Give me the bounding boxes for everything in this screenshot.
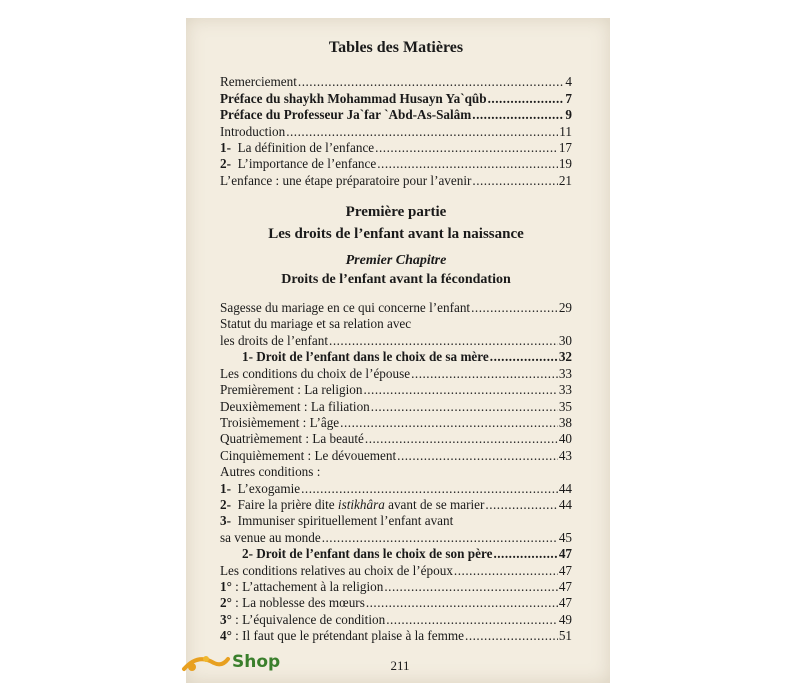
chapter-title: Droits de l’enfant avant la fécondation (281, 271, 511, 287)
toc-entry: Préface du Professeur Ja`far `Abd-As-Salâm ..... 9 (220, 107, 572, 123)
toc-entry: Cinquièmement : Le dévouement ..... 43 (220, 448, 572, 464)
toc-section-entry: 1- Droit de l’enfant dans le choix de sa mère ..... 32 (220, 349, 572, 365)
toc-entry: Sagesse du mariage en ce qui concerne l’enfant ..... 29 (220, 300, 572, 316)
table-of-contents (220, 40, 572, 645)
toc-entry: Les conditions du choix de l’épouse ..... 33 (220, 366, 572, 382)
toc-entry: 2- L’importance de l’enfance ..... 19 (220, 156, 572, 172)
part-subtitle: Les droits de l’enfant avant la naissance (268, 226, 524, 243)
toc-entry: L’enfance : une étape préparatoire pour l’avenir ..... 21 (220, 173, 572, 189)
toc-entry: sa venue au monde ..... 45 (220, 530, 572, 546)
toc-entry: 1- La définition de l’enfance ..... 17 (220, 140, 572, 156)
toc-entry: Remerciement ..... 4 (220, 74, 572, 90)
chapter-label: Premier Chapitre (345, 253, 447, 269)
toc-entry: Préface du shaykh Mohammad Husayn Ya`qûb ..... 7 (220, 91, 572, 107)
toc-section-entry: 2- Droit de l’enfant dans le choix de son père ..... 47 (220, 546, 572, 562)
shop-logo-text: Shop (232, 652, 281, 672)
page-number: 211 (390, 658, 410, 673)
toc-entry-line: Statut du mariage et sa relation avec (220, 316, 412, 332)
toc-entry-line: 3- Immuniser spirituellement l’enfant avant (220, 513, 454, 529)
toc-entry: 1° : L’attachement à la religion ..... 47 (220, 579, 572, 595)
toc-entry: 2° : La noblesse des mœurs ..... 47 (220, 595, 572, 611)
toc-entry: 4° : Il faut que le prétendant plaise à la femme ..... 51 (220, 628, 572, 644)
toc-entry: Premièrement : La religion ..... 33 (220, 382, 572, 398)
toc-entry-line: Autres conditions : (220, 464, 321, 480)
toc-entry: Troisièmement : L’âge ..... 38 (220, 415, 572, 431)
toc-entry: Les conditions relatives au choix de l’époux ..... 47 (220, 563, 572, 579)
toc-entry: Deuxièmement : La filiation ..... 35 (220, 399, 572, 415)
toc-entry: 3° : L’équivalence de condition ..... 49 (220, 612, 572, 628)
toc-entry: 2- Faire la prière dite istikhâra avant de se marier ..... 44 (220, 497, 572, 513)
toc-entry: Introduction ..... 11 (220, 124, 572, 140)
toc-entry: 1- L’exogamie ..... 44 (220, 481, 572, 497)
toc-entry: Quatrièmement : La beauté ..... 40 (220, 431, 572, 447)
part-title: Première partie (345, 204, 447, 221)
toc-entry: les droits de l’enfant ..... 30 (220, 333, 572, 349)
toc-title: Tables des Matières (328, 39, 464, 56)
